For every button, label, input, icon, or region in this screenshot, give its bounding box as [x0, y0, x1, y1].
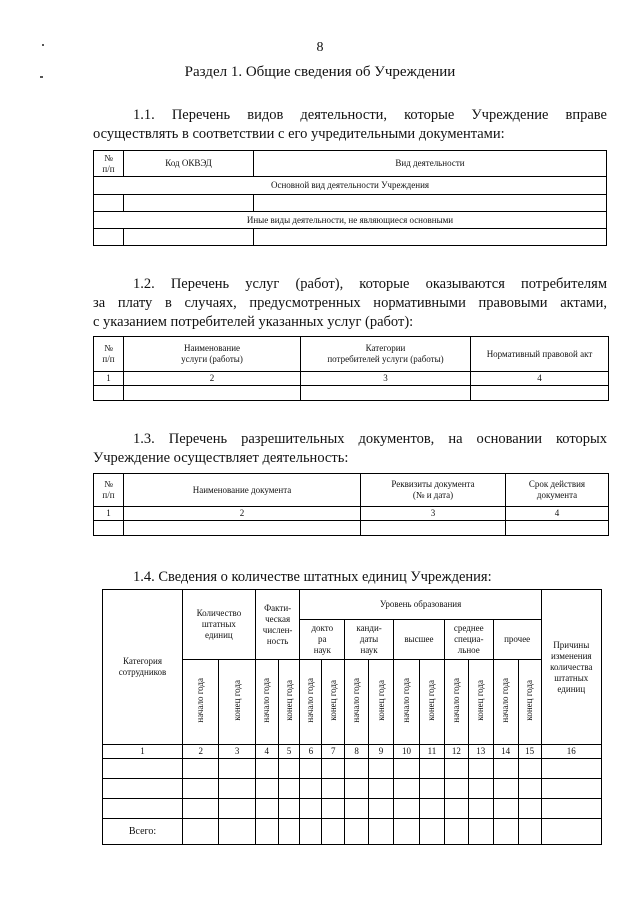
cell [94, 229, 124, 246]
col-number: 4 [506, 507, 609, 521]
cell [254, 229, 607, 246]
col-number: 7 [322, 745, 345, 759]
col-number: 11 [419, 745, 444, 759]
activities-table [93, 150, 607, 246]
th-start-year: начало года [195, 678, 206, 723]
table-row [103, 759, 602, 779]
th-start-year: начало года [305, 678, 316, 723]
services-table [93, 336, 609, 401]
th-start-year: начало года [261, 678, 272, 723]
th-education-level: Уровень образования [300, 590, 541, 620]
s12-line1: 1.2. Перечень услуг (работ), которые оказываются потребителям [133, 276, 607, 292]
th-higher: высшее [393, 620, 444, 660]
col-number: 13 [468, 745, 493, 759]
th-end-year: конец года [524, 680, 535, 721]
th-validity: Срок действия документа [506, 474, 609, 507]
cell [124, 386, 301, 401]
th-end-year: конец года [375, 680, 386, 721]
th-end-year: конец года [426, 680, 437, 721]
cell [254, 195, 607, 212]
col-number: 8 [345, 745, 369, 759]
th-category: Категория сотрудников [103, 590, 183, 745]
cell [124, 195, 254, 212]
other-activity-row: Иные виды деятельности, не являющиеся основными [94, 212, 607, 229]
th-other: прочее [493, 620, 541, 660]
cell [471, 386, 609, 401]
col-number: 4 [255, 745, 278, 759]
th-actual-number: Факти- ческая числен- ность [255, 590, 300, 660]
cell [124, 229, 254, 246]
page-number: 8 [316, 40, 324, 55]
col-number: 3 [301, 372, 471, 386]
staff-table [102, 589, 602, 845]
s12-line2: за плату в случаях, предусмотренных нормативными правовыми актами, [93, 295, 607, 311]
th-start-year: начало года [400, 678, 411, 723]
col-number: 3 [219, 745, 255, 759]
s11-line1: 1.1. Перечень видов деятельности, которые Учреждение вправе [133, 107, 607, 123]
th-secondary: среднее специа- льное [444, 620, 493, 660]
th-doctors: докто ра наук [300, 620, 345, 660]
th-end-year: конец года [231, 680, 242, 721]
th-consumers: Категории потребителей услуги (работы) [301, 337, 471, 372]
th-document-name: Наименование документа [124, 474, 361, 507]
cell [506, 521, 609, 536]
col-number: 4 [471, 372, 609, 386]
col-number: 14 [493, 745, 518, 759]
col-number: 2 [124, 372, 301, 386]
s12-line3: с указанием потребителей указанных услуг (работ): [93, 314, 414, 330]
th-start-year: начало года [450, 678, 461, 723]
th-candidates: канди- даты наук [345, 620, 394, 660]
s11-paragraph [93, 106, 607, 144]
th-staff-count: Количество штатных единиц [183, 590, 256, 660]
scan-speck [40, 76, 43, 78]
col-number: 6 [300, 745, 322, 759]
s13-line1: 1.3. Перечень разрешительных документов, на основании которых [133, 431, 607, 447]
th-requisites: Реквизиты документа (№ и дата) [361, 474, 506, 507]
col-number: 2 [124, 507, 361, 521]
s14-title: 1.4. Сведения о количестве штатных единиц Учреждения: [133, 569, 492, 585]
table-row [103, 799, 602, 819]
col-number: 5 [278, 745, 300, 759]
cell [301, 386, 471, 401]
th-okved: Код ОКВЭД [124, 151, 254, 177]
col-number: 16 [541, 745, 601, 759]
col-number: 10 [393, 745, 419, 759]
th-legal-act: Нормативный правовой акт [471, 337, 609, 372]
col-number: 1 [94, 372, 124, 386]
s11-line2: осуществлять в соответствии с его учредительными документами: [93, 126, 505, 142]
s13-paragraph [93, 430, 607, 468]
th-num: № п/п [94, 337, 124, 372]
table-row [103, 779, 602, 799]
cell [361, 521, 506, 536]
col-number: 2 [183, 745, 219, 759]
cell [94, 521, 124, 536]
permits-table [93, 473, 609, 536]
col-number: 12 [444, 745, 468, 759]
cell [94, 386, 124, 401]
th-num: № п/п [94, 474, 124, 507]
th-service-name: Наименование услуги (работы) [124, 337, 301, 372]
th-num: № п/п [94, 151, 124, 177]
th-activity: Вид деятельности [254, 151, 607, 177]
col-number: 9 [369, 745, 394, 759]
th-start-year: начало года [500, 678, 511, 723]
th-end-year: конец года [475, 680, 486, 721]
section-title: Раздел 1. Общие сведения об Учреждении [184, 64, 456, 80]
main-activity-row: Основной вид деятельности Учреждения [94, 177, 607, 195]
cell [94, 195, 124, 212]
cell [124, 521, 361, 536]
th-start-year: начало года [351, 678, 362, 723]
th-end-year: конец года [327, 680, 338, 721]
col-number: 15 [518, 745, 541, 759]
th-change-reasons: Причины изменения количества штатных единиц [541, 590, 601, 745]
th-end-year: конец года [283, 680, 294, 721]
scan-speck [42, 44, 44, 46]
total-label: Всего: [103, 819, 183, 845]
s13-line2: Учреждение осуществляет деятельность: [93, 450, 349, 466]
col-number: 3 [361, 507, 506, 521]
s12-paragraph [93, 275, 607, 332]
col-number: 1 [94, 507, 124, 521]
col-number: 1 [103, 745, 183, 759]
